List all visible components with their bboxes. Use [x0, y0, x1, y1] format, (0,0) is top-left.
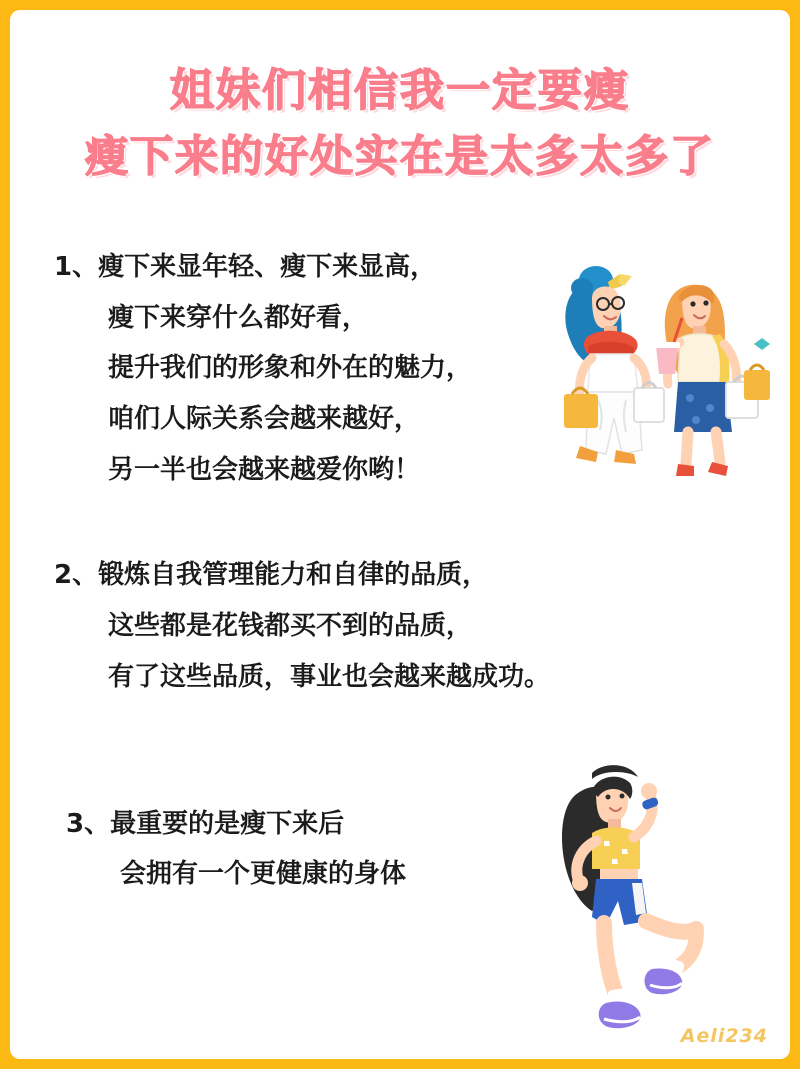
item-index: 2、	[54, 560, 99, 591]
item-line: 咱们人际关系会越来越好，	[108, 404, 421, 435]
watermark: Aeli234	[680, 1025, 768, 1047]
page-title	[10, 58, 790, 190]
title-line-2: 瘦下来的好处实在是太多太多了	[85, 131, 715, 182]
item-line: 会拥有一个更健康的身体	[120, 859, 407, 890]
item-line: 这些都是花钱都买不到的品质，	[108, 611, 473, 642]
item-text: 最重要的是瘦下来后	[110, 808, 345, 839]
runner-illustration-icon	[500, 745, 760, 1035]
list-item	[10, 550, 790, 702]
poster-card	[10, 10, 790, 1059]
shoppers-illustration-icon	[530, 242, 780, 492]
item-line: 另一半也会越来越爱你哟！	[108, 454, 421, 485]
item-line: 瘦下来穿什么都好看，	[108, 302, 369, 333]
poster-inner	[10, 10, 790, 1059]
item-text: 瘦下来显年轻、瘦下来显高，	[98, 252, 437, 282]
item-line: 有了这些品质，事业也会越来越成功。	[108, 661, 551, 692]
item-text: 锻炼自我管理能力和自律的品质，	[98, 560, 489, 591]
item-index: 1、	[54, 252, 99, 282]
item-line: 提升我们的形象和外在的魅力，	[108, 353, 473, 384]
item-line	[10, 550, 790, 601]
item-index: 3、	[66, 808, 111, 839]
title-line-1: 姐妹们相信我一定要瘦	[170, 65, 630, 116]
